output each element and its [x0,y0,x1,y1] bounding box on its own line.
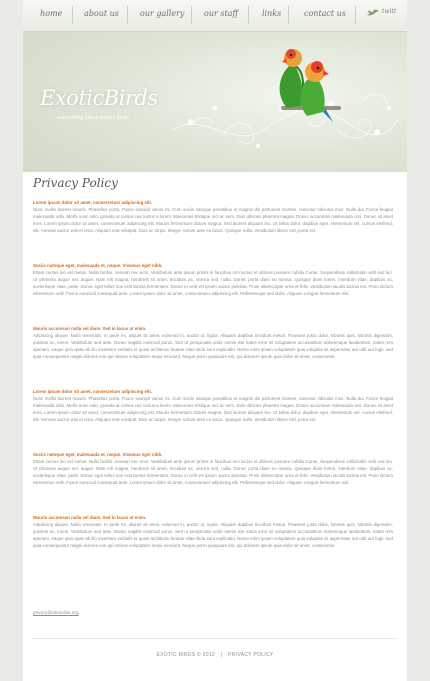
footer-copyright: EXOTIC BIRDS © 2012 [156,652,216,658]
section-heading: Mauris accumsan nulla vel diam. Sed in lacus ut enim. [33,515,147,520]
main-content [33,176,393,570]
nav-contact-us[interactable]: contact us [304,9,346,18]
twitter-link[interactable] [363,7,399,21]
section-text: Adipiscing aliquet. Nulla venenatis. In pede mi, aliquet sit amet, euismod in, auctor ut, ligula. Aliquam dapibus tincidunt metus. Praesent justo dolor, lobortis quis, lobortis dignissim, pulvinar ac, lorem. Vestibulum sed ante. Donec sagittis euismod purus. Sed ut perspiciatis unde omnis iste natus error sit voluptatem accusantium doloremque laudantium, totam rem aperiam, eaque ipsa quae ab illo inventore veritatis et quasi architecto beatae vitae dicta sunt explicabo. Nemo enim ipsam voluptatem quia voluptas sit aspernatur aut odit aut fugit, sed quia consequuntur magni dolores eos qui ratione voluptatem sequi nesciunt. Neque porro quisquam est, qui dolorem ipsum quia dolor sit amet, consectetur. [33,333,393,359]
nav-our-staff[interactable]: our staff [204,9,239,18]
site-logo[interactable]: ExoticBirds [40,86,158,110]
nav-links[interactable]: links [262,9,282,18]
policy-section [33,514,393,563]
footer-divider [33,638,397,639]
policy-section [33,262,393,318]
nav-separator [248,6,249,24]
parrots-image [261,36,351,126]
section-heading: Mauris accumsan nulla vel diam. Sed in lacus ut enim. [33,326,147,331]
nav-separator [127,6,128,24]
policy-section [33,388,393,444]
site-tagline: everything about exotic birds [57,115,130,121]
nav-separator [355,6,356,24]
nav-separator [191,6,192,24]
page-title: Privacy Policy [33,176,118,190]
section-text: Adipiscing aliquet. Nulla venenatis. In pede mi, aliquet sit amet, euismod in, auctor ut, ligula. Aliquam dapibus tincidunt metus. Praesent justo dolor, lobortis quis, lobortis dignissim, pulvinar ac, lorem. Vestibulum sed ante. Donec sagittis euismod purus. Sed ut perspiciatis unde omnis iste natus error sit voluptatem accusantium doloremque laudantium, totam rem aperiam, eaque ipsa quae ab illo inventore veritatis et quasi architecto beatae vitae dicta sunt explicabo. Nemo enim ipsam voluptatem quia voluptas sit aspernatur aut odit aut fugit, sed quia consequuntur magni dolores eos qui ratione voluptatem sequi nesciunt. Neque porro quisquam est, qui dolorem ipsum quia dolor sit amet, consectetur. [33,522,393,548]
nav-our-gallery[interactable]: our gallery [140,9,185,18]
section-text: Nunc mollis laoreet mauris. Phasellus porta. Fusce suscipit varius mi. Cum sociis natoque penatibus et magnis dis parturient montes, nascetur ridiculus mus. Nulla dui. Fusce feugiat malesuada odio. Morbi nunc odio, gravida at cursus nec luctus a lorem. Maecenas tristique orci ac sem. Duis ultricies pharetra magna. Donec accumsan malesuada orci. Donec sit amet eros. Lorem ipsum dolor sit amet, consectetuer adipiscing elit. Mauris fermentum dictum magna. Sed laoreet aliquam leo. Ut tellus dolor, dapibus eget, elementum vel, cursus eleifend, elit. Aenean auctor wisi et urna. Aliquam erat volutpat. Duis ac turpis. Integer rutrum ante eu lacus. Quisque nulla. Vestibulum libero nisl, porta vel. [33,207,393,233]
footer-separator: | [220,652,223,658]
section-heading: Lorem ipsum dolor sit amet, consectetuer adipiscing elit. [33,389,153,394]
section-heading: Sociis natoque eget, malesuada et, neque. Vivamus eget nibh. [33,263,163,268]
section-text: Etiam cursus leo vel metus. Nulla facilisi. Aenean nec eros. Vestibulum ante ipsum primis in faucibus orci luctus et ultrices posuere cubilia Curae; Suspendisse sollicitudin velit sed leo. Ut pharetra augue nec augue. Nam elit magna, hendrerit sit amet, tincidunt ac, viverra sed, nulla. Donec porta diam eu massa. Quisque diam lorem, interdum vitae, dapibus ac, scelerisque vitae, pede. Donec eget tellus non erat lacinia fermentum. Donec in velit vel ipsum auctor pulvinar. Proin ullamcorper urna et felis. Vestibulum iaculis lacinia est. Proin dictum elementum velit. Fusce euismod consequat ante. Lorem ipsum dolor sit amet, consectetuer adipiscing elit. Pellentesque sed dolor. Aliquam congue fermentum nisl. [33,270,393,296]
nav-separator [288,6,289,24]
footer [23,652,407,658]
twitter-label: twitt [382,8,397,15]
nav-separator [72,6,73,24]
section-text: Etiam cursus leo vel metus. Nulla facilisi. Aenean nec eros. Vestibulum ante ipsum primis in faucibus orci luctus et ultrices posuere cubilia Curae; Suspendisse sollicitudin velit sed leo. Ut pharetra augue nec augue. Nam elit magna, hendrerit sit amet, tincidunt ac, viverra sed, nulla. Donec porta diam eu massa. Quisque diam lorem, interdum vitae, dapibus ac, scelerisque vitae, pede. Donec eget tellus non erat lacinia fermentum. Donec in velit vel ipsum auctor pulvinar. Proin ullamcorper urna et felis. Vestibulum iaculis lacinia est. Proin dictum elementum velit. Fusce euismod consequat ante. Lorem ipsum dolor sit amet, consectetuer adipiscing elit. Pellentesque sed dolor. Aliquam congue fermentum nisl. [33,459,393,485]
section-heading: Sociis natoque eget, malesuada et, neque. Vivamus eget nibh. [33,452,163,457]
policy-section [33,451,393,507]
nav-about-us[interactable]: about us [84,9,119,18]
policy-section [33,199,393,255]
footer-privacy-link[interactable]: PRIVACY POLICY [228,652,274,658]
main-nav [23,0,407,32]
header [23,0,407,172]
policy-section [33,325,393,381]
section-heading: Lorem ipsum dolor sit amet, consectetuer adipiscing elit. [33,200,153,205]
twitter-bird-icon [366,9,380,18]
nav-home[interactable]: home [40,9,63,18]
privacy-email-link[interactable]: privacy@demolink.org [33,610,79,615]
page [23,0,407,681]
section-text: Nunc mollis laoreet mauris. Phasellus porta. Fusce suscipit varius mi. Cum sociis natoque penatibus et magnis dis parturient montes, nascetur ridiculus mus. Nulla dui. Fusce feugiat malesuada odio. Morbi nunc odio, gravida at cursus nec luctus a lorem. Maecenas tristique orci ac sem. Duis ultricies pharetra magna. Donec accumsan malesuada orci. Donec sit amet eros. Lorem ipsum dolor sit amet, consectetuer adipiscing elit. Mauris fermentum dictum magna. Sed laoreet aliquam leo. Ut tellus dolor, dapibus eget, elementum vel, cursus eleifend, elit. Aenean auctor wisi et urna. Aliquam erat volutpat. Duis ac turpis. Integer rutrum ante eu lacus. Quisque nulla. Vestibulum libero nisl, porta vel. [33,396,393,422]
